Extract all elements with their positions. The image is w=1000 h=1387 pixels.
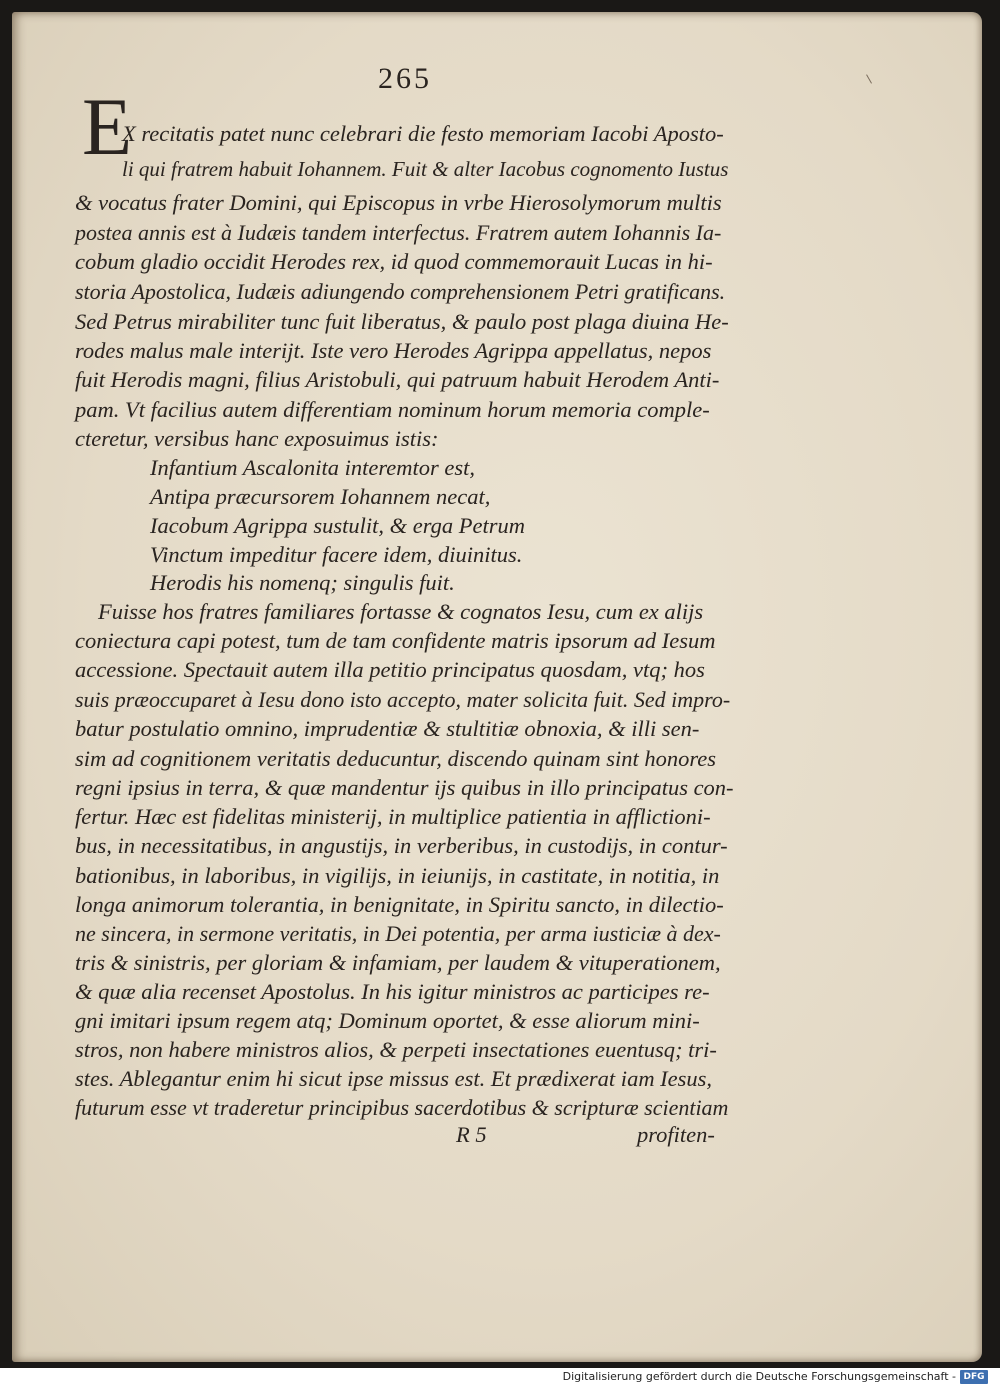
paragraph-first-line: Fuisse hos fratres familiares fortasse & cognatos Iesu, cum ex alijs bbox=[98, 599, 704, 624]
verse-line: Iacobum Agrippa sustulit, & erga Petrum bbox=[150, 513, 525, 538]
text-line: gni imitari ipsum regem atq; Dominum oportet, & esse aliorum mini- bbox=[75, 1008, 700, 1033]
text-line: accessione. Spectauit autem illa petitio principatus quosdam, vtq; hos bbox=[75, 657, 705, 682]
text-line: rodes malus male interijt. Iste vero Herodes Agrippa appellatus, nepos bbox=[75, 338, 712, 363]
text-line: sim ad cognitionem veritatis deducuntur, discendo quinam sint honores bbox=[75, 746, 716, 771]
text-line: cteretur, versibus hanc exposuimus istis: bbox=[75, 426, 439, 451]
drop-initial: E bbox=[82, 81, 133, 172]
text-line: & quæ alia recenset Apostolus. In his igitur ministros ac participes re- bbox=[75, 979, 710, 1004]
text-line: li qui fratrem habuit Iohannem. Fuit & alter Iacobus cognomento Iustus bbox=[122, 157, 729, 181]
text-line: tris & sinistris, per gloriam & infamiam, per laudem & vituperationem, bbox=[75, 950, 721, 975]
dfg-logo: DFG bbox=[960, 1370, 988, 1384]
verse-line: Vinctum impeditur facere idem, diuinitus. bbox=[150, 542, 523, 567]
text-line: ne sincera, in sermone veritatis, in Dei potentia, per arma iusticiæ à dex- bbox=[75, 921, 721, 946]
text-line: longa animorum tolerantia, in benignitate, in Spiritu sancto, in dilectio- bbox=[75, 892, 724, 917]
footer-bar bbox=[0, 1368, 1000, 1387]
text-line: batur postulatio omnino, imprudentiæ & stultitiæ obnoxia, & illi sen- bbox=[75, 716, 700, 741]
text-line: fuit Herodis magni, filius Aristobuli, qui patruum habuit Herodem Anti- bbox=[75, 367, 720, 392]
verse-line: Antipa præcursorem Iohannem necat, bbox=[150, 484, 491, 509]
catchword: profiten- bbox=[637, 1122, 715, 1147]
verse-line: Infantium Ascalonita interemtor est, bbox=[150, 455, 475, 480]
text-line: cobum gladio occidit Herodes rex, id quod commemorauit Lucas in hi- bbox=[75, 249, 713, 274]
text-line: & vocatus frater Domini, qui Episcopus in vrbe Hierosolymorum multis bbox=[75, 190, 722, 215]
text-line: postea annis est à Iudæis tandem interfectus. Fratrem autem Iohannis Ia- bbox=[75, 220, 722, 245]
text-line: stros, non habere ministros alios, & perpeti insectationes euentusq; tri- bbox=[75, 1037, 717, 1062]
text-line: futurum esse vt traderetur principibus sacerdotibus & scripturæ scientiam bbox=[75, 1095, 729, 1120]
page-number: 265 bbox=[378, 62, 432, 95]
text-line: fertur. Hæc est fidelitas ministerij, in multiplice patientia in afflictioni- bbox=[75, 804, 711, 829]
text-line: bus, in necessitatibus, in angustijs, in verberibus, in custodijs, in contur- bbox=[75, 833, 728, 858]
text-line: Sed Petrus mirabiliter tunc fuit liberatus, & paulo post plaga diuina He- bbox=[75, 309, 729, 334]
text-line: regni ipsius in terra, & quæ mandentur ijs quibus in illo principatus con- bbox=[75, 775, 734, 800]
signature-mark: R 5 bbox=[456, 1122, 487, 1147]
text-line: coniectura capi potest, tum de tam confidente matris ipsorum ad Iesum bbox=[75, 628, 716, 653]
verse-line: Herodis his nomenq; singulis fuit. bbox=[150, 570, 455, 595]
text-line: pam. Vt facilius autem differentiam nominum horum memoria comple- bbox=[75, 397, 710, 422]
text-line: bationibus, in laboribus, in vigilijs, in ieiunijs, in castitate, in notitia, in bbox=[75, 863, 720, 888]
text-line: X recitatis patet nunc celebrari die festo memoriam Iacobi Aposto- bbox=[122, 121, 724, 146]
text-line: stes. Ablegantur enim hi sicut ipse missus est. Et prædixerat iam Iesus, bbox=[75, 1066, 713, 1091]
text-line: suis præoccuparet à Iesu dono isto accepto, mater solicita fuit. Sed impro- bbox=[75, 687, 731, 712]
funding-notice: Digitalisierung gefördert durch die Deutsche Forschungsgemeinschaft - bbox=[562, 1370, 956, 1383]
text-line: storia Apostolica, Iudæis adiungendo comprehensionem Petri gratificans. bbox=[75, 279, 726, 304]
